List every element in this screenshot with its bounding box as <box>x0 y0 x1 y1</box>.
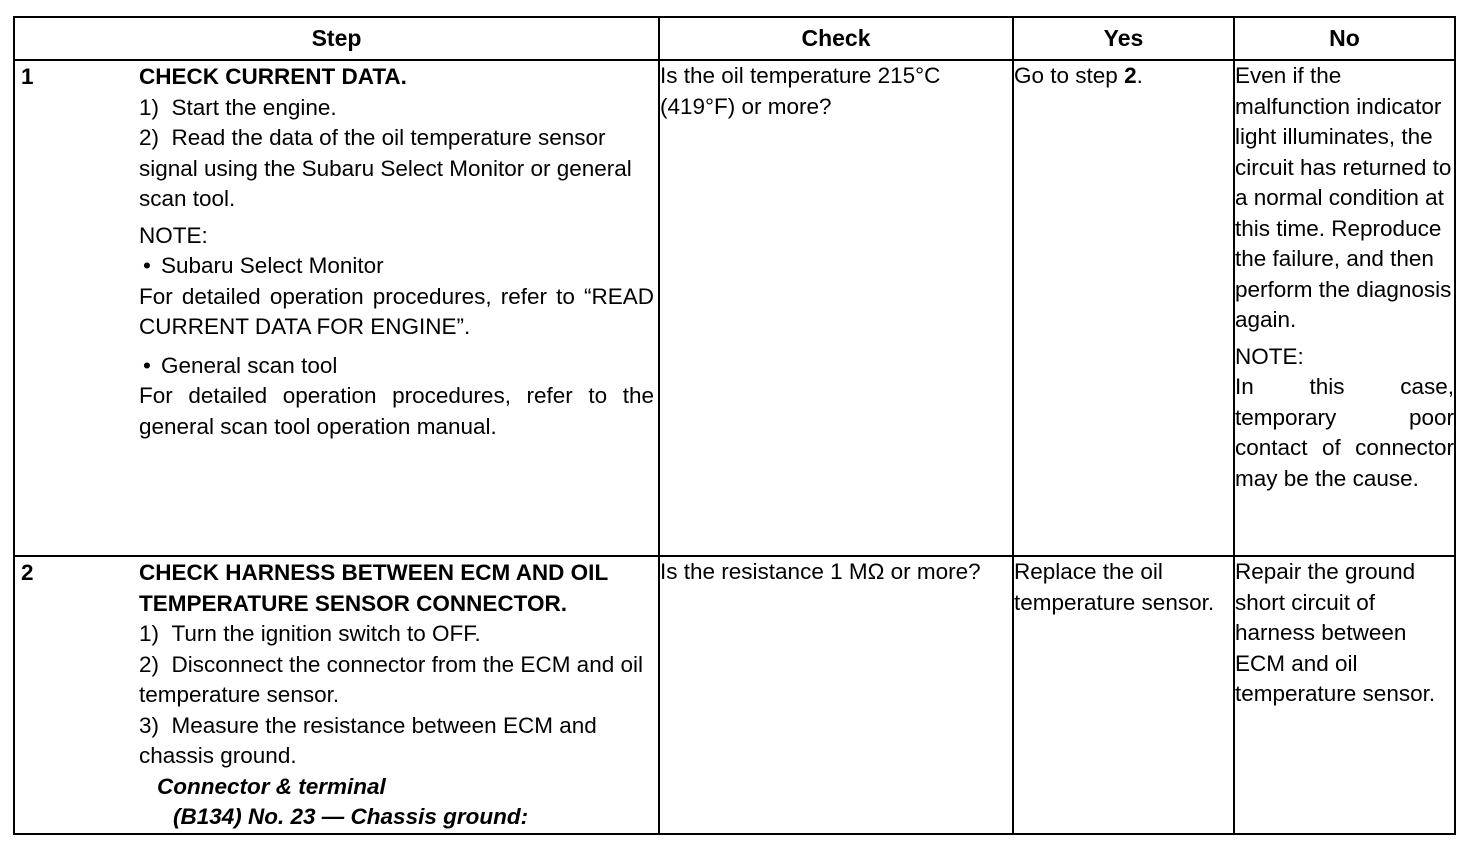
diagnostic-table <box>13 16 1456 835</box>
table-row <box>14 556 1455 834</box>
step-instruction: 3) Measure the resistance between ECM and chassis ground. <box>139 712 597 768</box>
step-number: 1 <box>21 64 34 89</box>
step-cell <box>14 556 659 834</box>
bullet-item: • General scan tool <box>139 351 654 382</box>
step-instruction: 1) Start the engine. <box>139 94 337 120</box>
check-text: Is the oil temperature 215°C (419°F) or more? <box>660 63 941 119</box>
check-cell <box>659 556 1013 834</box>
step-title: CHECK HARNESS BETWEEN ECM AND OIL TEMPERATURE SENSOR CONNECTOR. <box>139 560 608 616</box>
yes-text: Replace the oil temperature sensor. <box>1014 559 1215 615</box>
table-row <box>14 60 1455 556</box>
note-text: For detailed operation procedures, refer to the general scan tool operation manual. <box>139 383 654 439</box>
no-text: Even if the malfunction indicator light illuminates, the circuit has returned to a normal condition at this time. Reproduce the failure, and then perform the diagnosis again. <box>1235 63 1452 332</box>
note-text: For detailed operation procedures, refer to “READ CURRENT DATA FOR ENGINE”. <box>139 283 654 339</box>
step-instruction: 2) Read the data of the oil temperature sensor signal using the Subaru Select Monitor or general scan tool. <box>139 125 632 211</box>
note-label: NOTE: <box>139 222 208 248</box>
header-check: Check <box>659 17 1013 60</box>
connector-terminal: (B134) No. 23 — Chassis ground: <box>173 804 529 829</box>
header-no: No <box>1234 17 1455 60</box>
check-cell <box>659 60 1013 556</box>
step-title: CHECK CURRENT DATA. <box>139 64 407 89</box>
step-instruction: 2) Disconnect the connector from the ECM and oil temperature sensor. <box>139 651 643 707</box>
step-cell <box>14 60 659 556</box>
note-text: In this case, temporary poor contact of connector may be the cause. <box>1235 374 1454 491</box>
no-text: Repair the ground short circuit of harness between ECM and oil temperature sensor. <box>1235 559 1436 706</box>
no-cell <box>1234 60 1455 556</box>
yes-suffix: . <box>1136 63 1143 88</box>
yes-cell <box>1013 556 1234 834</box>
connector-label: Connector & terminal <box>157 773 386 799</box>
header-row <box>14 17 1455 60</box>
check-text: Is the resistance 1 MΩ or more? <box>660 559 981 584</box>
step-number: 2 <box>21 560 34 585</box>
step-link[interactable]: 2 <box>1124 63 1137 88</box>
yes-cell <box>1013 60 1234 556</box>
yes-text: Go to step <box>1014 63 1125 88</box>
header-yes: Yes <box>1013 17 1234 60</box>
bullet-item: • Subaru Select Monitor <box>139 251 654 282</box>
no-cell <box>1234 556 1455 834</box>
header-step: Step <box>14 17 659 60</box>
step-instruction: 1) Turn the ignition switch to OFF. <box>139 621 481 646</box>
note-label: NOTE: <box>1235 343 1304 369</box>
